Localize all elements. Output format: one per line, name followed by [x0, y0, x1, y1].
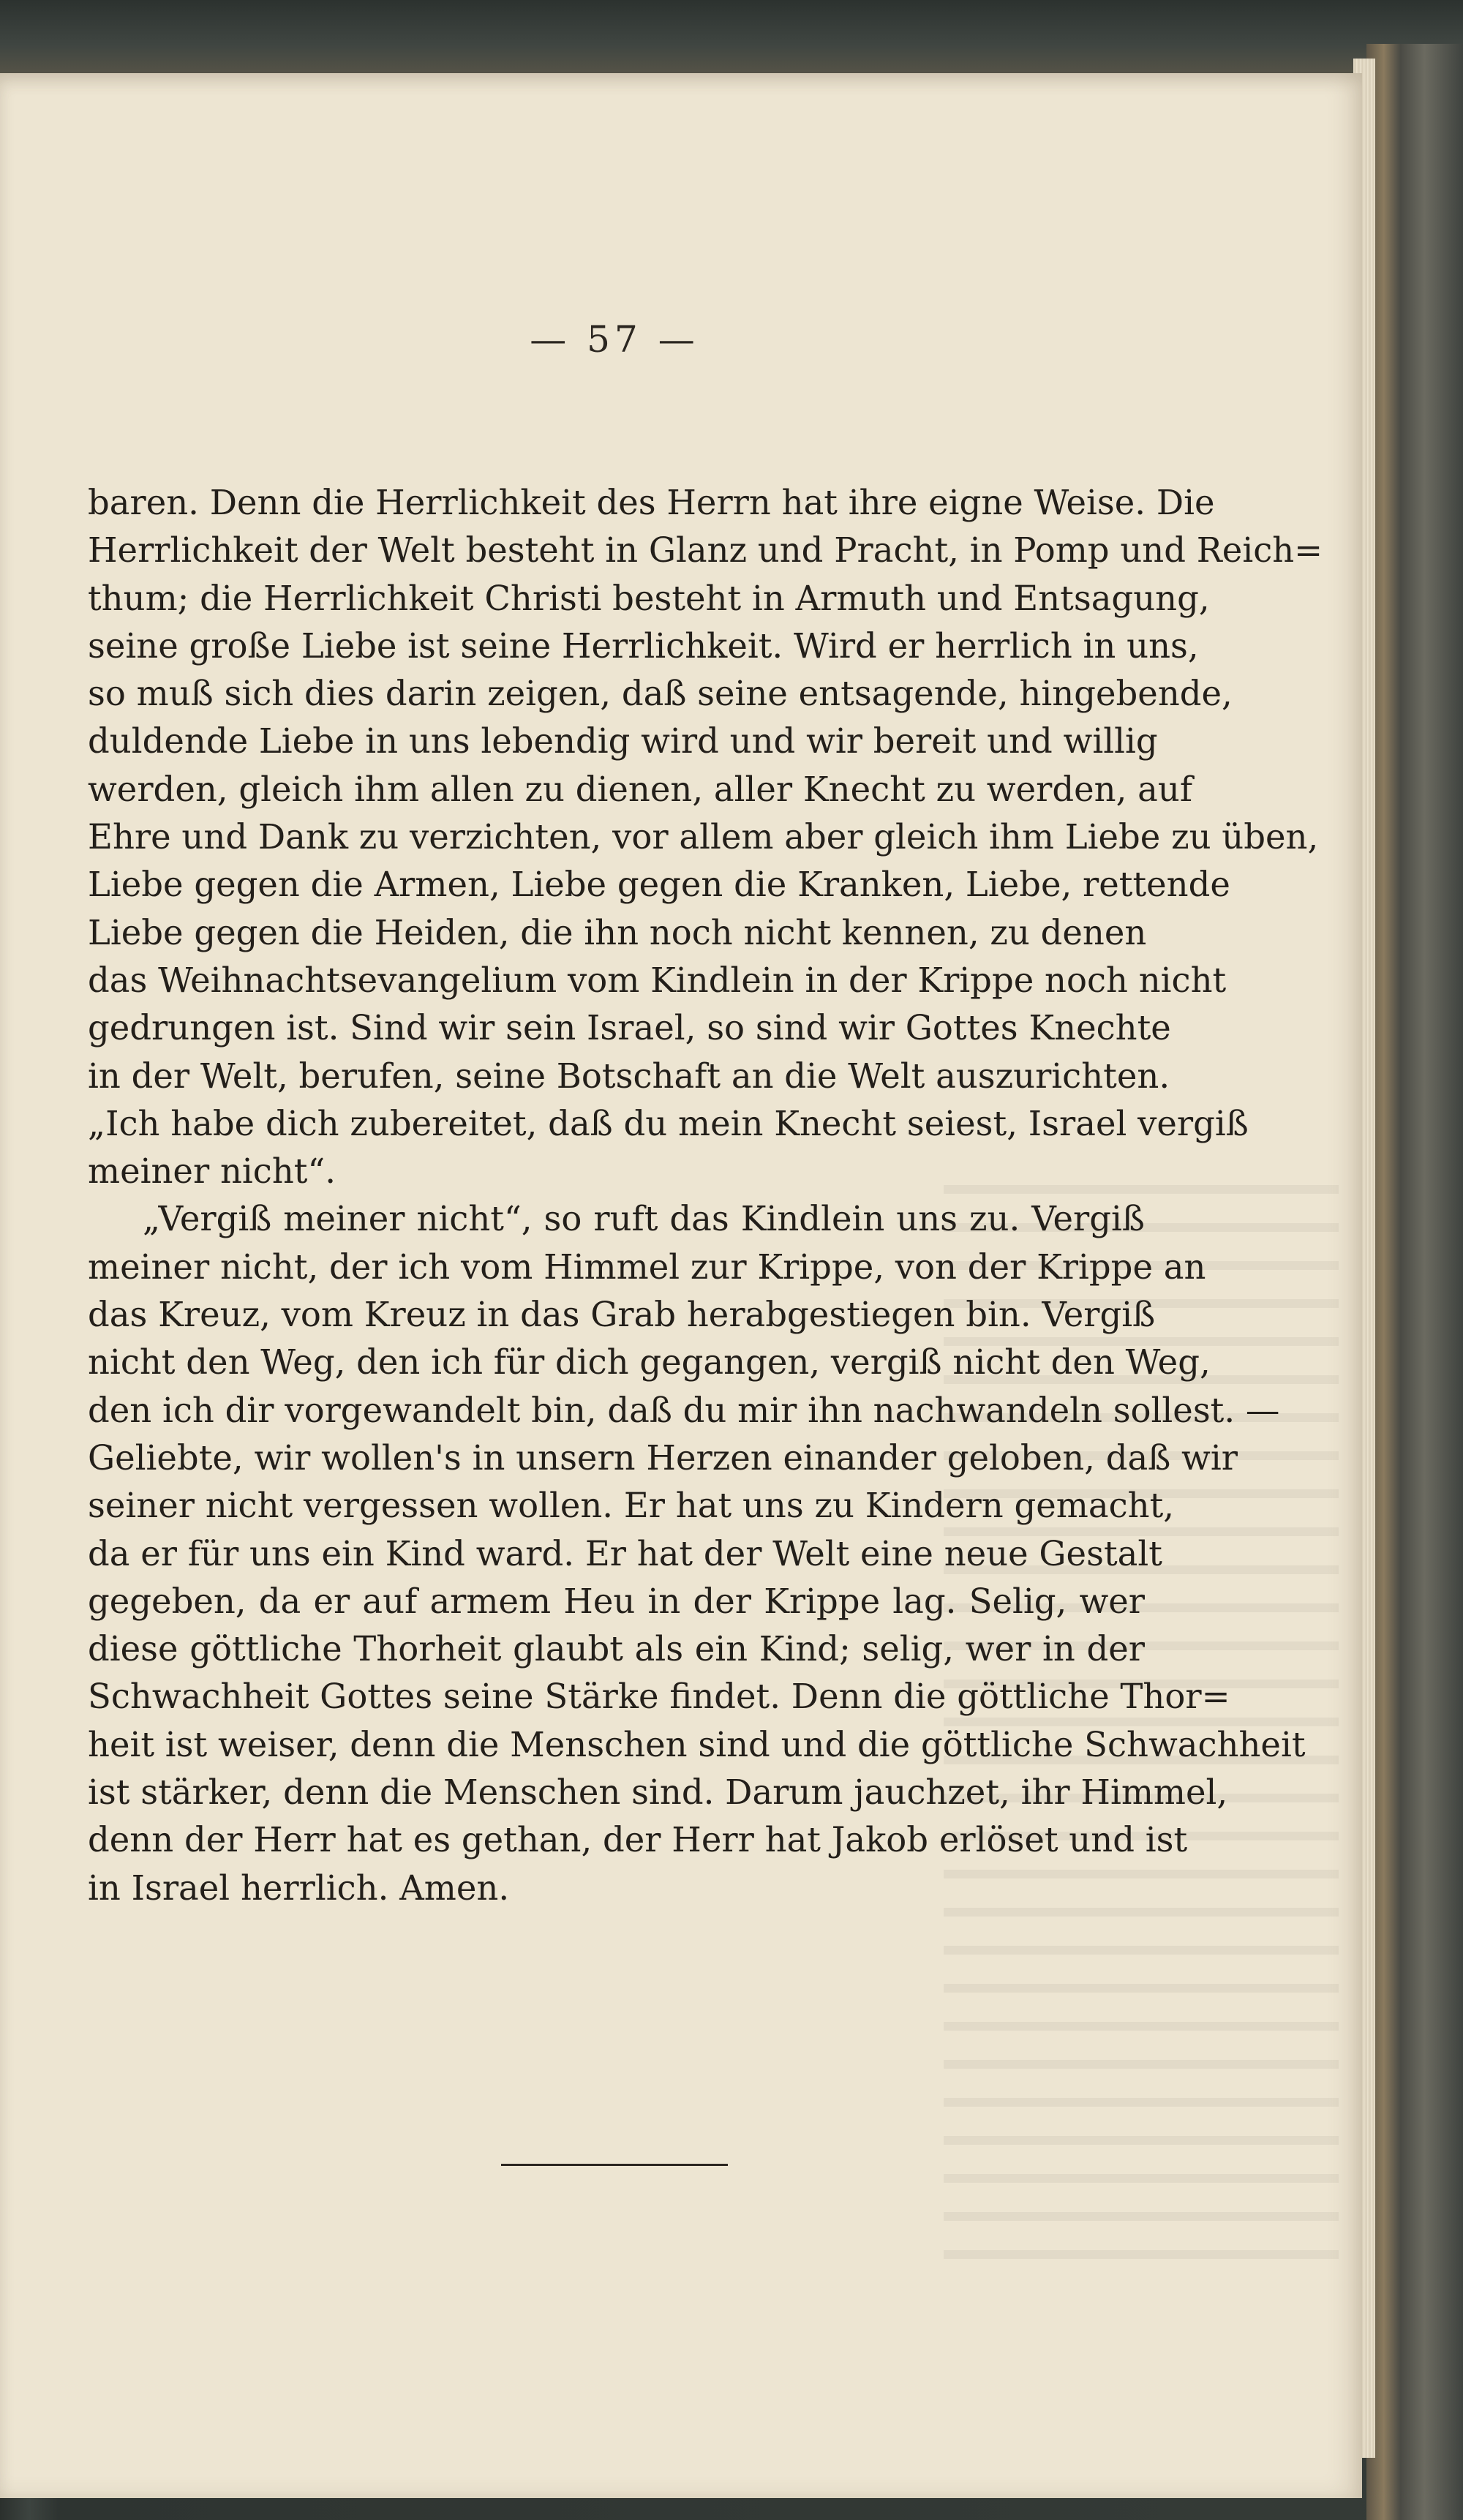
text-line: seine große Liebe ist seine Herrlichkeit. Wird er herrlich in uns, — [88, 625, 1199, 666]
book-top-edge — [0, 0, 1463, 80]
text-line: heit ist weiser, denn die Menschen sind und die göttliche Schwachheit — [88, 1724, 1306, 1764]
text-line: das Weihnachtsevangelium vom Kindlein in der Krippe noch nicht — [88, 960, 1227, 1000]
text-line: Geliebte, wir wollen's in unsern Herzen einander geloben, daß wir — [88, 1437, 1238, 1478]
text-line: gedrungen ist. Sind wir sein Israel, so sind wir Gottes Knechte — [88, 1008, 1171, 1048]
text-line: so muß sich dies darin zeigen, daß seine entsagende, hingebende, — [88, 674, 1233, 714]
text-line: seiner nicht vergessen wollen. Er hat uns zu Kindern gemacht, — [88, 1486, 1175, 1526]
text-line: denn der Herr hat es gethan, der Herr hat Jakob erlöset und ist — [88, 1820, 1188, 1860]
body-text — [88, 479, 1323, 1912]
text-line: meiner nicht, der ich vom Himmel zur Krippe, von der Krippe an — [88, 1246, 1206, 1287]
text-line: thum; die Herrlichkeit Christi besteht in Armuth und Entsagung, — [88, 578, 1210, 618]
text-line: nicht den Weg, den ich für dich gegangen, vergiß nicht den Weg, — [88, 1342, 1211, 1383]
text-line: Liebe gegen die Heiden, die ihn noch nicht kennen, zu denen — [88, 912, 1147, 952]
text-line: Ehre und Dank zu verzichten, vor allem aber gleich ihm Liebe zu üben, — [88, 817, 1319, 857]
text-line: duldende Liebe in uns lebendig wird und wir bereit und willig — [88, 721, 1158, 761]
text-line: in der Welt, berufen, seine Botschaft an die Welt auszurichten. — [88, 1056, 1170, 1096]
text-line: diese göttliche Thorheit glaubt als ein Kind; selig, wer in der — [88, 1629, 1145, 1669]
text-line: ist stärker, denn die Menschen sind. Darum jauchzet, ihr Himmel, — [88, 1772, 1228, 1813]
text-line: Schwachheit Gottes seine Stärke findet. Denn die göttliche Thor= — [88, 1677, 1230, 1717]
text-line: Herrlichkeit der Welt besteht in Glanz und Pracht, in Pomp und Reich= — [88, 530, 1323, 571]
text-line: Liebe gegen die Armen, Liebe gegen die Kranken, Liebe, rettende — [88, 865, 1230, 905]
text-line: „Vergiß meiner nicht“, so ruft das Kindlein uns zu. Vergiß — [143, 1199, 1145, 1239]
book-spine-board — [1366, 44, 1463, 2520]
end-rule-divider — [501, 2164, 728, 2166]
paragraph-1 — [88, 479, 1323, 1195]
page-number: — 57 — — [530, 318, 699, 361]
text-line: meiner nicht“. — [88, 1151, 336, 1192]
text-line: da er für uns ein Kind ward. Er hat der Welt eine neue Gestalt — [88, 1533, 1162, 1573]
text-line: in Israel herrlich. Amen. — [88, 1868, 510, 1908]
text-line: baren. Denn die Herrlichkeit des Herrn hat ihre eigne Weise. Die — [88, 483, 1215, 522]
text-line: den ich dir vorgewandelt bin, daß du mir ihn nachwandeln sollest. — — [88, 1390, 1280, 1430]
text-line: werden, gleich ihm allen zu dienen, aller Knecht zu werden, auf — [88, 769, 1193, 809]
book-page — [0, 73, 1362, 2498]
text-line: „Ich habe dich zubereitet, daß du mein Knecht seiest, Israel vergiß — [88, 1103, 1249, 1143]
text-line: das Kreuz, vom Kreuz in das Grab herabgestiegen bin. Vergiß — [88, 1295, 1156, 1335]
paragraph-2 — [88, 1195, 1306, 1911]
text-line: gegeben, da er auf armem Heu in der Krippe lag. Selig, wer — [88, 1581, 1145, 1621]
